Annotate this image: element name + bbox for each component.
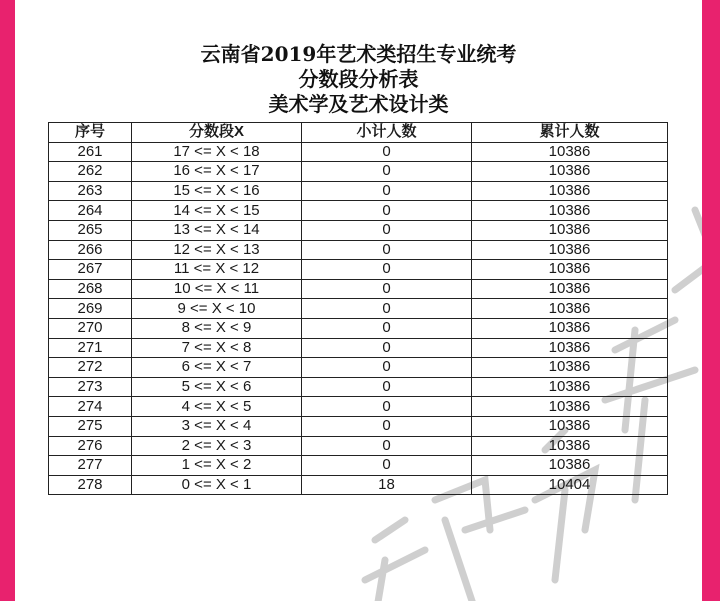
cell-index: 269 <box>49 299 132 319</box>
cell-cumulative: 10386 <box>472 299 668 319</box>
header-score-range: 分数段X <box>132 123 302 143</box>
table-row <box>49 299 668 319</box>
cell-index: 272 <box>49 358 132 378</box>
table-header-row <box>49 123 668 143</box>
cell-cumulative: 10386 <box>472 279 668 299</box>
cell-cumulative: 10386 <box>472 456 668 476</box>
cell-cumulative: 10386 <box>472 397 668 417</box>
cell-subtotal: 0 <box>302 456 472 476</box>
cell-cumulative: 10386 <box>472 436 668 456</box>
cell-subtotal: 0 <box>302 397 472 417</box>
cell-index: 275 <box>49 416 132 436</box>
cell-cumulative: 10386 <box>472 318 668 338</box>
cell-index: 263 <box>49 181 132 201</box>
cell-score-range: 12 <= X < 13 <box>132 240 302 260</box>
table-row <box>49 397 668 417</box>
cell-cumulative: 10386 <box>472 201 668 221</box>
cell-cumulative: 10386 <box>472 358 668 378</box>
cell-subtotal: 0 <box>302 240 472 260</box>
cell-score-range: 1 <= X < 2 <box>132 456 302 476</box>
table-row <box>49 240 668 260</box>
cell-index: 265 <box>49 220 132 240</box>
cell-subtotal: 0 <box>302 338 472 358</box>
cell-cumulative: 10386 <box>472 240 668 260</box>
cell-cumulative: 10386 <box>472 338 668 358</box>
cell-score-range: 14 <= X < 15 <box>132 201 302 221</box>
cell-index: 264 <box>49 201 132 221</box>
table-row <box>49 260 668 280</box>
cell-cumulative: 10386 <box>472 377 668 397</box>
cell-subtotal: 0 <box>302 318 472 338</box>
table-row <box>49 377 668 397</box>
cell-cumulative: 10386 <box>472 220 668 240</box>
table-row <box>49 338 668 358</box>
cell-score-range: 0 <= X < 1 <box>132 475 302 495</box>
cell-index: 270 <box>49 318 132 338</box>
table-row <box>49 181 668 201</box>
cell-cumulative: 10386 <box>472 416 668 436</box>
cell-cumulative: 10386 <box>472 260 668 280</box>
cell-score-range: 17 <= X < 18 <box>132 142 302 162</box>
cell-score-range: 3 <= X < 4 <box>132 416 302 436</box>
cell-subtotal: 0 <box>302 299 472 319</box>
cell-index: 273 <box>49 377 132 397</box>
cell-index: 266 <box>49 240 132 260</box>
header-subtotal: 小计人数 <box>302 123 472 143</box>
cell-score-range: 7 <= X < 8 <box>132 338 302 358</box>
cell-subtotal: 0 <box>302 181 472 201</box>
cell-subtotal: 0 <box>302 377 472 397</box>
table-row <box>49 416 668 436</box>
cell-index: 262 <box>49 162 132 182</box>
cell-score-range: 15 <= X < 16 <box>132 181 302 201</box>
table-row <box>49 318 668 338</box>
category-title: 美术学及艺术设计类 <box>268 92 449 116</box>
cell-score-range: 16 <= X < 17 <box>132 162 302 182</box>
table-row <box>49 358 668 378</box>
table-row <box>49 142 668 162</box>
cell-score-range: 5 <= X < 6 <box>132 377 302 397</box>
cell-subtotal: 18 <box>302 475 472 495</box>
cell-index: 276 <box>49 436 132 456</box>
cell-subtotal: 0 <box>302 201 472 221</box>
cell-score-range: 9 <= X < 10 <box>132 299 302 319</box>
cell-score-range: 13 <= X < 14 <box>132 220 302 240</box>
title-block <box>15 42 702 116</box>
document-page <box>15 0 702 601</box>
header-index: 序号 <box>49 123 132 143</box>
cell-index: 268 <box>49 279 132 299</box>
cell-score-range: 10 <= X < 11 <box>132 279 302 299</box>
cell-subtotal: 0 <box>302 416 472 436</box>
table-row <box>49 279 668 299</box>
cell-score-range: 2 <= X < 3 <box>132 436 302 456</box>
cell-index: 278 <box>49 475 132 495</box>
cell-index: 271 <box>49 338 132 358</box>
cell-score-range: 11 <= X < 12 <box>132 260 302 280</box>
header-cumulative: 累计人数 <box>472 123 668 143</box>
cell-score-range: 6 <= X < 7 <box>132 358 302 378</box>
table-row <box>49 201 668 221</box>
cell-subtotal: 0 <box>302 436 472 456</box>
cell-index: 267 <box>49 260 132 280</box>
cell-score-range: 8 <= X < 9 <box>132 318 302 338</box>
document-subtitle: 分数段分析表 <box>298 67 419 91</box>
cell-index: 274 <box>49 397 132 417</box>
document-title: 云南省2019年艺术类招生专业统考 <box>200 42 517 66</box>
cell-subtotal: 0 <box>302 358 472 378</box>
cell-cumulative: 10386 <box>472 162 668 182</box>
cell-subtotal: 0 <box>302 142 472 162</box>
table-row <box>49 475 668 495</box>
cell-index: 261 <box>49 142 132 162</box>
cell-subtotal: 0 <box>302 279 472 299</box>
cell-index: 277 <box>49 456 132 476</box>
table-row <box>49 220 668 240</box>
cell-cumulative: 10404 <box>472 475 668 495</box>
table-row <box>49 436 668 456</box>
cell-subtotal: 0 <box>302 220 472 240</box>
score-distribution-table <box>48 122 668 495</box>
cell-cumulative: 10386 <box>472 142 668 162</box>
cell-score-range: 4 <= X < 5 <box>132 397 302 417</box>
cell-subtotal: 0 <box>302 162 472 182</box>
cell-cumulative: 10386 <box>472 181 668 201</box>
table-row <box>49 456 668 476</box>
cell-subtotal: 0 <box>302 260 472 280</box>
table-row <box>49 162 668 182</box>
